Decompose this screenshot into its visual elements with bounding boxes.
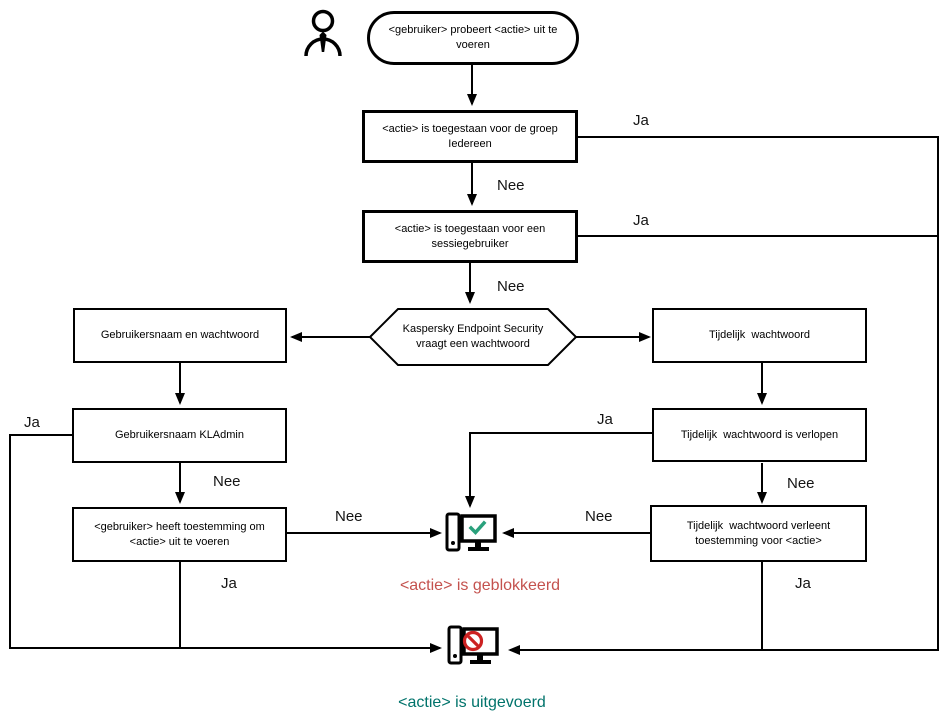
edge-label-ja: Ja (221, 575, 237, 592)
node-group-allowed: <actie> is toegestaan voor de groep Iedereen (362, 110, 578, 163)
user-icon (300, 8, 346, 60)
computer-prohibition-icon (446, 624, 500, 670)
edge-label-ja: Ja (24, 414, 40, 431)
edge-label-ja: Ja (597, 411, 613, 428)
edge-label-ja: Ja (633, 112, 649, 129)
edge-label-ja: Ja (633, 212, 649, 229)
edge-label-nee: Nee (497, 177, 525, 194)
node-ask-password: Kaspersky Endpoint Security vraagt een wachtwoord (402, 323, 547, 350)
edge-label-nee: Nee (213, 473, 241, 490)
node-temp-password: Tijdelijk wachtwoord (652, 308, 867, 363)
node-user-has-permission: <gebruiker> heeft toestemming om <actie> uit te voeren (72, 507, 287, 562)
node-session-allowed: <actie> is toegestaan voor een sessiegebruiker (362, 210, 578, 263)
edge-label-ja: Ja (795, 575, 811, 592)
edge-label-nee: Nee (585, 508, 613, 525)
computer-check-icon (444, 511, 498, 557)
node-temp-password-expired: Tijdelijk wachtwoord is verlopen (652, 408, 867, 462)
node-username-password: Gebruikersnaam en wachtwoord (73, 308, 287, 363)
node-temp-password-grants: Tijdelijk wachtwoord verleent toestemming voor <actie> (650, 505, 867, 562)
caption-action-executed: <actie> is uitgevoerd (398, 694, 546, 711)
node-username-kladmin: Gebruikersnaam KLAdmin (72, 408, 287, 463)
edge-label-nee: Nee (497, 278, 525, 295)
caption-action-blocked: <actie> is geblokkeerd (399, 577, 561, 594)
edge-label-nee: Nee (335, 508, 363, 525)
node-start: <gebruiker> probeert <actie> uit te voeren (367, 11, 579, 65)
edge-label-nee: Nee (787, 475, 815, 492)
